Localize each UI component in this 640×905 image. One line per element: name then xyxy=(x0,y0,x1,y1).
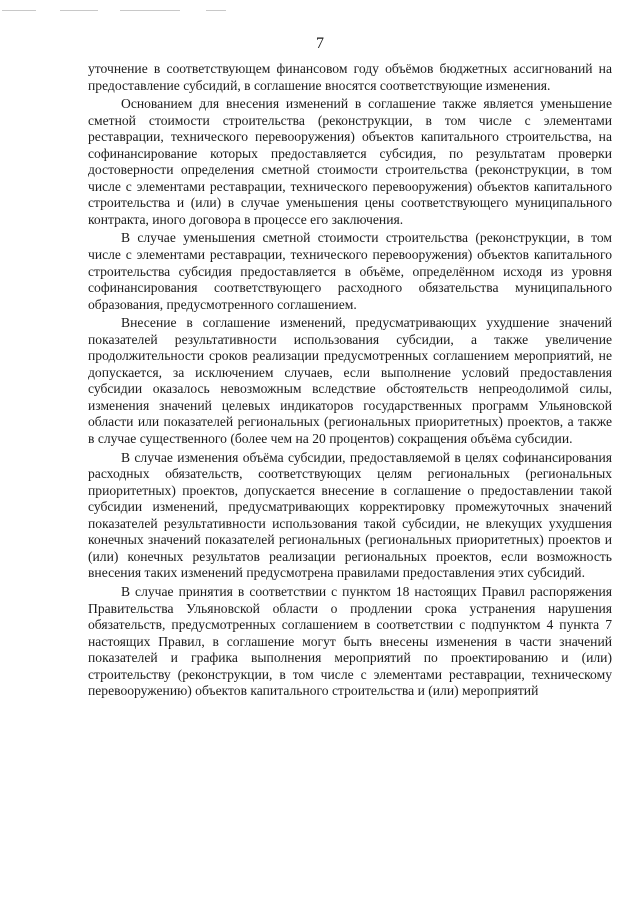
scan-artifact-line xyxy=(60,10,98,11)
paragraph: В случае изменения объёма субсидии, предоставляемой в целях софинансирования расходных обязательств, соответствующих целям региональных (региональных приоритетных) проектов, допускается внесение в соглашение о предоставлении такой субсидии изменений, предусматривающих корректировку промежуточных значений показателей результативности использования такой субсидии, не влекущих ухудшения конечных значений показателей региональных (региональных приоритетных) проектов и (или) конечных результатов реализации региональных проектов, если возможность внесения таких изменений предусмотрена правилами предоставления этих субсидий. xyxy=(88,449,612,581)
paragraph: Внесение в соглашение изменений, предусматривающих ухудшение значений показателей результативности использования субсидии, а также увеличение продолжительности сроков реализации предусмотренных соглашением мероприятий, не допускается, за исключением случаев, если выполнение условий предоставления субсидии оказалось невозможным вследствие обстоятельств непреодолимой силы, изменения значений целевых индикаторов государственных программ Ульяновской области или показателей региональных (региональных приоритетных) проектов, а также в случае существенного (более чем на 20 процентов) сокращения объёма субсидии. xyxy=(88,315,612,447)
paragraph: Основанием для внесения изменений в соглашение также является уменьшение сметной стоимости строительства (реконструкции, в том числе с элементами реставрации, технического перевооружения) объектов капитального строительства, на софинансирование которых предоставляется субсидия, по результатам проверки достоверности определения сметной стоимости строительства (реконструкции, в том числе с элементами реставрации, технического перевооружения) объектов капитального строительства и (или) в случае уменьшения цены соответствующего муниципального контракта, иного договора в процессе его заключения. xyxy=(88,96,612,227)
scan-artifact-line xyxy=(120,10,180,11)
scan-artifact-line xyxy=(2,10,36,11)
scan-artifact-line xyxy=(206,10,226,11)
paragraph: В случае уменьшения сметной стоимости строительства (реконструкции, в том числе с элементами реставрации, технического перевооружения) объектов капитального строительства субсидия предоставляется в объёме, определённом исходя из уровня софинансирования соответствующего расходного обязательства муниципального образования, предусмотренного соглашением. xyxy=(88,230,612,312)
paragraph-continuation: уточнение в соответствующем финансовом году объёмов бюджетных ассигнований на предоставление субсидий, в соглашение вносятся соответствующие изменения. xyxy=(88,61,612,93)
page-number: 7 xyxy=(316,35,324,52)
document-body xyxy=(88,61,612,700)
paragraph: В случае принятия в соответствии с пунктом 18 настоящих Правил распоряжения Правительства Ульяновской области о продлении срока устранения нарушения обязательств, предусмотренных соглашением в соответствии с подпунктом 4 пункта 7 настоящих Правил, в соглашение могут быть внесены изменения в части значений показателей и графика выполнения мероприятий по проектированию и (или) строительству (реконструкции, в том числе с элементами реставрации, техническому перевооружению) объектов капитального строительства и (или) мероприятий xyxy=(88,583,612,699)
